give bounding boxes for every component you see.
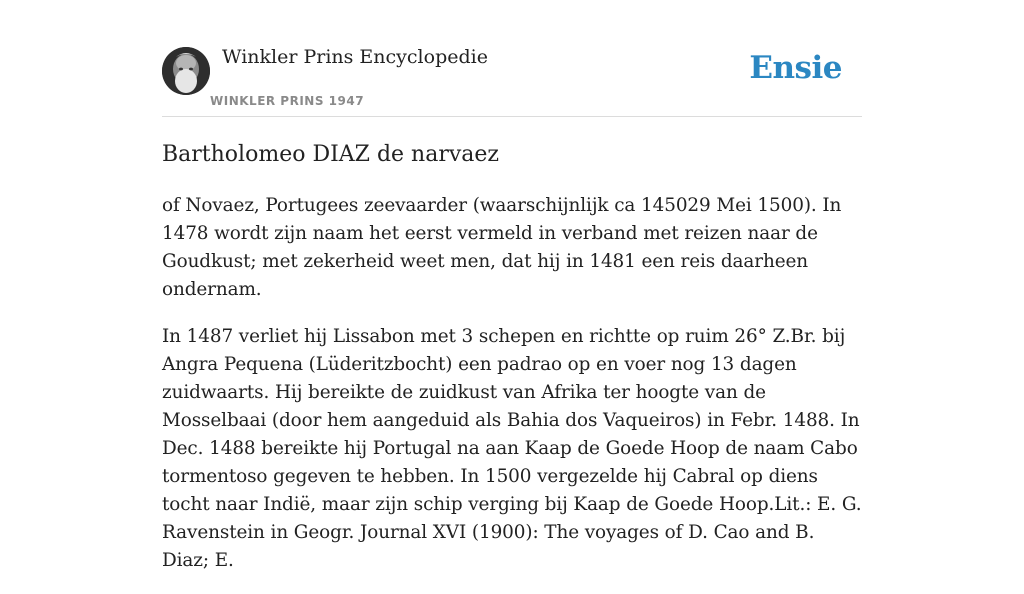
brand-logo[interactable]: Ensie xyxy=(749,50,842,86)
article-paragraph-1: of Novaez, Portugees zeevaarder (waarschijnlijk ca 145029 Mei 1500). In 1478 wordt zijn naam het eerst vermeld in verband met reizen naar de Goudkust; met zekerheid weet men, dat hij in 1481 een reis daarheen ondernam. xyxy=(162,195,842,300)
article-title: Bartholomeo DIAZ de narvaez xyxy=(162,142,500,167)
publication-title[interactable]: Winkler Prins Encyclopedie xyxy=(222,46,488,68)
article-paragraph-2: In 1487 verliet hij Lissabon met 3 schepen en richtte op ruim 26° Z.Br. bij Angra Pequena (Lüderitzbocht) een padrao op en voer nog 13 dagen zuidwaarts. Hij bereikte de zuidkust van Afrika ter hoogte van de Mosselbaai (door hem aangeduid als Bahia dos Vaqueiros) in Febr. 1488. In Dec. 1488 bereikte hij Portugal na aan Kaap de Goede Hoop de naam Cabo tormentoso gegeven te hebben. In 1500 vergezelde hij Cabral op diens tocht naar Indië, maar zijn schip verging bij Kaap de Goede Hoop.Lit.: E. G. Ravenstein in Geogr. Journal XVI (1900): The voyages of D. Cao and B. Diaz; E. xyxy=(162,326,862,571)
page-content xyxy=(162,0,862,571)
publication-subtitle: WINKLER PRINS 1947 xyxy=(210,94,365,108)
article-body xyxy=(162,192,862,594)
author-portrait-icon xyxy=(162,47,210,95)
publication-header xyxy=(162,0,862,117)
avatar[interactable] xyxy=(162,47,210,95)
